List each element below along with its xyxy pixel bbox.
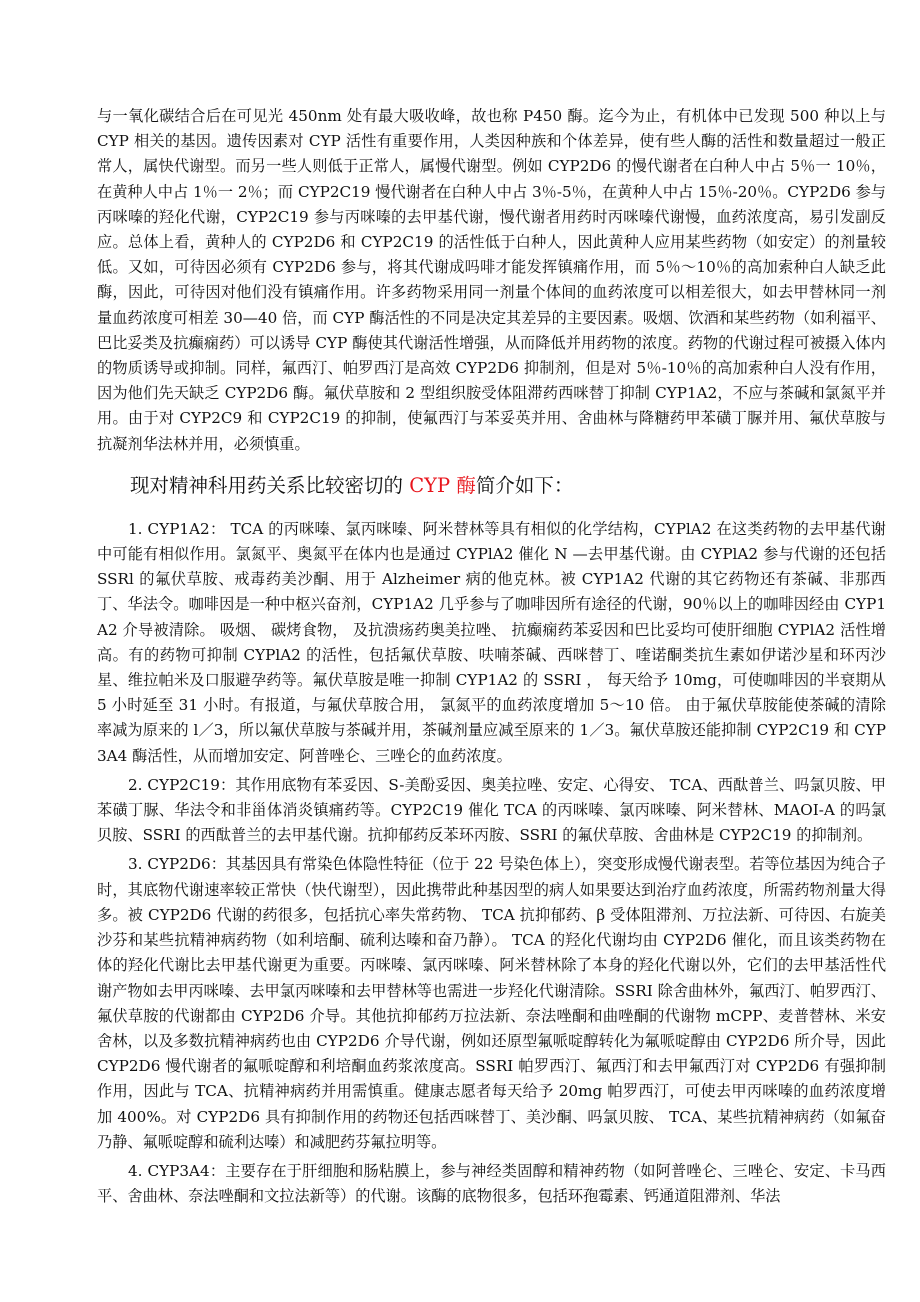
heading-suffix: 简介如下： [475, 473, 574, 497]
intro-paragraph: 与一氧化碳结合后在可见光 450nm 处有最大吸收峰，故也称 P450 酶。迄今为止，有机体中已发现 500 种以上与 CYP 相关的基因。遗传因素对 CYP 活性有重要作用，人类因种族和个体差异，使有些人酶的活性和数量超过一般正常人，属快代谢型。而另一些人则低于正常人，属慢代谢型。例如 CYP2D6 的慢代谢者在白种人中占 5％一 10％， 在黄种人中占 1％一 2％；而 CYP2C19 慢代谢者在白种人中占 3％-5％，在黄种人中占 15％-20％。CYP2D6 参与丙咪嗪的羟化代谢，CYP2C19 参与丙咪嗪的去甲基代谢，慢代谢者用药时丙咪嗪代谢慢，血药浓度高，易引发副反应。总体上看，黄种人的 CYP2D6 和 CYP2C19 的活性低于白种人，因此黄种人应用某些药物（如安定）的剂量较低。又如，可待因必须有 CYP2D6 参与，将其代谢成吗啡才能发挥镇痛作用，而 5％～10％的高加索种白人缺乏此酶，因此，可待因对他们没有镇痛作用。许多药物采用同一剂量个体间的血药浓度可以相差很大，如去甲替林同一剂量血药浓度可相差 30—40 倍，而 CYP 酶活性的不同是决定其差异的主要因素。吸烟、饮酒和某些药物（如利福平、巴比妥类及抗癫痫药）可以诱导 CYP 酶使其代谢活性增强，从而降低并用药物的浓度。药物的代谢过程可被摄入体内的物质诱导或抑制。同样，氟西汀、帕罗西汀是高效 CYP2D6 抑制剂，但是对 5％-10％的高加索种白人没有作用，因为他们先天缺乏 CYP2D6 酶。氟伏草胺和 2 型组织胺受体阻滞药西咪替丁抑制 CYP1A2，不应与茶碱和氯氮平并用。由于对 CYP2C9 和 CYP2C19 的抑制，使氟西汀与苯妥英并用、舍曲林与降糖药甲苯磺丁脲并用、氟伏草胺与抗凝剂华法林并用，必须慎重。 [97, 107, 886, 453]
section-cyp2d6: 3. CYP2D6：其基因具有常染色体隐性特征（位于 22 号染色体上），突变形成慢代谢表型。若等位基因为纯合子时，其底物代谢速率较正常快（快代谢型），因此携带此种基因型的病人如果要达到治疗血药浓度，所需药物剂量大得多。被 CYP2D6 代谢的药很多，包括抗心率失常药物、 TCA 抗抑郁药、β 受体阻滞剂、万拉法新、可待因、右旋美沙芬和某些抗精神病药物（如利培酮、硫利达嗪和奋乃静）。 TCA 的羟化代谢均由 CYP2D6 催化，而且该类药物在体的羟化代谢比去甲基代谢更为重要。丙咪嗪、氯丙咪嗪、阿米替林除了本身的羟化代谢以外，它们的去甲基活性代谢产物如去甲丙咪嗪、去甲氯丙咪嗪和去甲替林等也需进一步羟化代谢清除。SSRI 除舍曲林外，氟西汀、帕罗西汀、氟伏草胺的代谢都由 CYP2D6 介导。其他抗抑郁药万拉法新、奈法唑酮和曲唑酮的代谢物 mCPP、麦普替林、米安舍林，以及多数抗精神病药也由 CYP2D6 介导代谢，例如还原型氟哌啶醇转化为氟哌啶醇由 CYP2D6 所介导，因此 CYP2D6 慢代谢者的氟哌啶醇和利培酮血药浆浓度高。SSRI 帕罗西汀、氟西汀和去甲氟西汀对 CYP2D6 有强抑制作用，因此与 TCA、抗精神病药并用需慎重。健康志愿者每天给予 20mg 帕罗西汀，可使去甲丙咪嗪的血药浓度增加 400%。对 CYP2D6 具有抑制作用的药物还包括西咪替丁、美沙酮、吗氯贝胺、 TCA、某些抗精神病药（如氟奋乃静、氟哌啶醇和硫利达嗪）和减肥药芬氟拉明等。 [97, 855, 886, 1151]
section-heading [130, 471, 886, 501]
heading-prefix: 现对精神科用药关系比较密切的 [130, 473, 410, 497]
section-cyp1a2: 1. CYP1A2： TCA 的丙咪嗪、氯丙咪嗪、阿米替林等具有相似的化学结构，CYPlA2 在这类药物的去甲基代谢中可能有相似作用。氯氮平、奥氮平在体内也是通过 CYPlA2 催化 N —去甲基代谢。由 CYPlA2 参与代谢的还包括 SSRl 的氟伏草胺、戒毒药美沙酮、用于 Alzheimer 病的他克林。被 CYP1A2 代谢的其它药物还有茶碱、非那西丁、华法令。咖啡因是一种中枢兴奋剂，CYP1A2 几乎参与了咖啡因所有途径的代谢，90％以上的咖啡因经由 CYP1A2 介导被清除。 吸烟、 碳烤食物， 及抗溃疡药奥美拉唑、 抗癫痫药苯妥因和巴比妥均可使肝细胞 CYPlA2 活性增高。有的药物可抑制 CYPlA2 的活性，包括氟伏草胺、呋喃茶碱、西咪替丁、喹诺酮类抗生素如伊诺沙星和环丙沙星、维拉帕米及口服避孕药等。氟伏草胺是唯一抑制 CYP1A2 的 SSRI ， 每天给予 10mg，可使咖啡因的半衰期从 5 小时延至 31 小时。有报道，与氟伏草胺合用， 氯氮平的血药浓度增加 5～10 倍。 由于氟伏草胺能使茶碱的清除率减为原来的 l／3，所以氟伏草胺与茶碱并用，茶碱剂量应减至原来的 1／3。氟伏草胺还能抑制 CYP2C19 和 CYP3A4 酶活性，从而增加安定、阿普唑仑、三唑仑的血药浓度。 [97, 519, 886, 765]
section-cyp2c19: 2. CYP2C19：其作用底物有苯妥因、S-美酚妥因、奥美拉唑、安定、心得安、 TCA、西酞普兰、吗氯贝胺、甲苯磺丁脲、华法令和非甾体消炎镇痛药等。CYP2C19 催化 TCA 的丙咪嗪、氯丙咪嗪、阿米替林、MAOI-A 的吗氯贝胺、SSRI 的西酞普兰的去甲基代谢。抗抑郁药反苯环丙胺、SSRI 的氟伏草胺、舍曲林是 CYP2C19 的抑制剂。 [97, 775, 886, 845]
heading-accent: CYP 酶 [409, 473, 476, 497]
section-cyp3a4: 4. CYP3A4：主要存在于肝细胞和肠粘膜上，参与神经类固醇和精神药物（如阿普唑仑、三唑仑、安定、卡马西平、舍曲林、奈法唑酮和文拉法新等）的代谢。该酶的底物很多，包括环孢霉素、钙通道阻滞剂、华法 [97, 1161, 886, 1206]
